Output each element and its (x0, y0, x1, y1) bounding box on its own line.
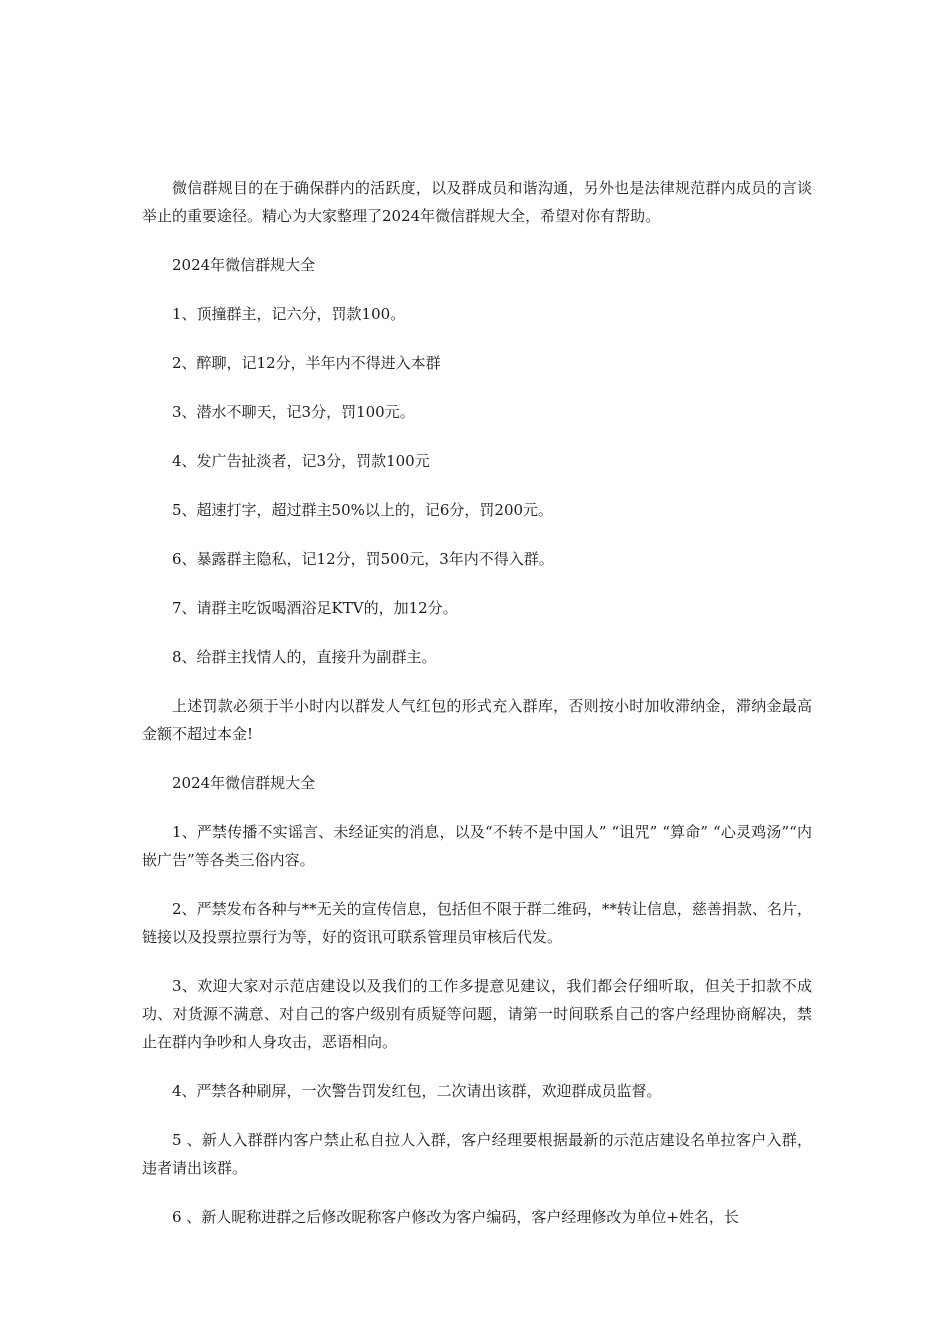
rule-item: 1、严禁传播不实谣言、未经证实的消息，以及“不转不是中国人” “诅咒” “算命” “心灵鸡汤”“内嵌广告”等各类三俗内容。 (142, 823, 812, 869)
rule-item: 5 、新人入群群内客户禁止私自拉人入群，客户经理要根据最新的示范店建设名单拉客户入群，违者请出该群。 (142, 1131, 812, 1177)
rule-item: 3、潜水不聊天，记3分，罚100元。 (172, 403, 415, 421)
rule-item: 8、给群主找情人的，直接升为副群主。 (172, 648, 437, 666)
rule-item: 3、欢迎大家对示范店建设以及我们的工作多提意见建议，我们都会仔细听取，但关于扣款不成功、对货源不满意、对自己的客户级别有质疑等问题，请第一时间联系自己的客户经理协商解决，禁止在群内争吵和人身攻击，恶语相向。 (142, 977, 812, 1051)
rule-item: 4、发广告扯淡者，记3分，罚款100元 (172, 452, 430, 470)
rule-item: 2、严禁发布各种与**无关的宣传信息，包括但不限于群二维码，**转让信息，慈善捐款、名片，链接以及投票拉票行为等，好的资讯可联系管理员审核后代发。 (142, 900, 812, 946)
section-heading: 2024年微信群规大全 (172, 256, 316, 274)
rule-item: 2、醉聊，记12分，半年内不得进入本群 (172, 354, 441, 372)
note-paragraph: 上述罚款必须于半小时内以群发人气红包的形式充入群库，否则按小时加收滞纳金，滞纳金最高金额不超过本金! (142, 697, 812, 743)
rule-item: 5、超速打字，超过群主50%以上的，记6分，罚200元。 (172, 501, 554, 519)
rule-item: 1、顶撞群主，记六分，罚款100。 (172, 305, 406, 323)
rule-item: 7、请群主吃饭喝酒浴足KTV的，加12分。 (172, 599, 458, 617)
document-body (142, 174, 812, 1252)
section-heading: 2024年微信群规大全 (172, 774, 316, 792)
rule-item: 4、严禁各种刷屏，一次警告罚发红包，二次请出该群，欢迎群成员监督。 (172, 1082, 662, 1100)
rule-item: 6、暴露群主隐私，记12分，罚500元，3年内不得入群。 (172, 550, 554, 568)
intro-paragraph: 微信群规目的在于确保群内的活跃度，以及群成员和谐沟通，另外也是法律规范群内成员的言谈举止的重要途径。精心为大家整理了2024年微信群规大全，希望对你有帮助。 (142, 179, 812, 225)
rule-item: 6 、新人昵称进群之后修改昵称客户修改为客户编码，客户经理修改为单位+姓名，长 (172, 1208, 739, 1226)
